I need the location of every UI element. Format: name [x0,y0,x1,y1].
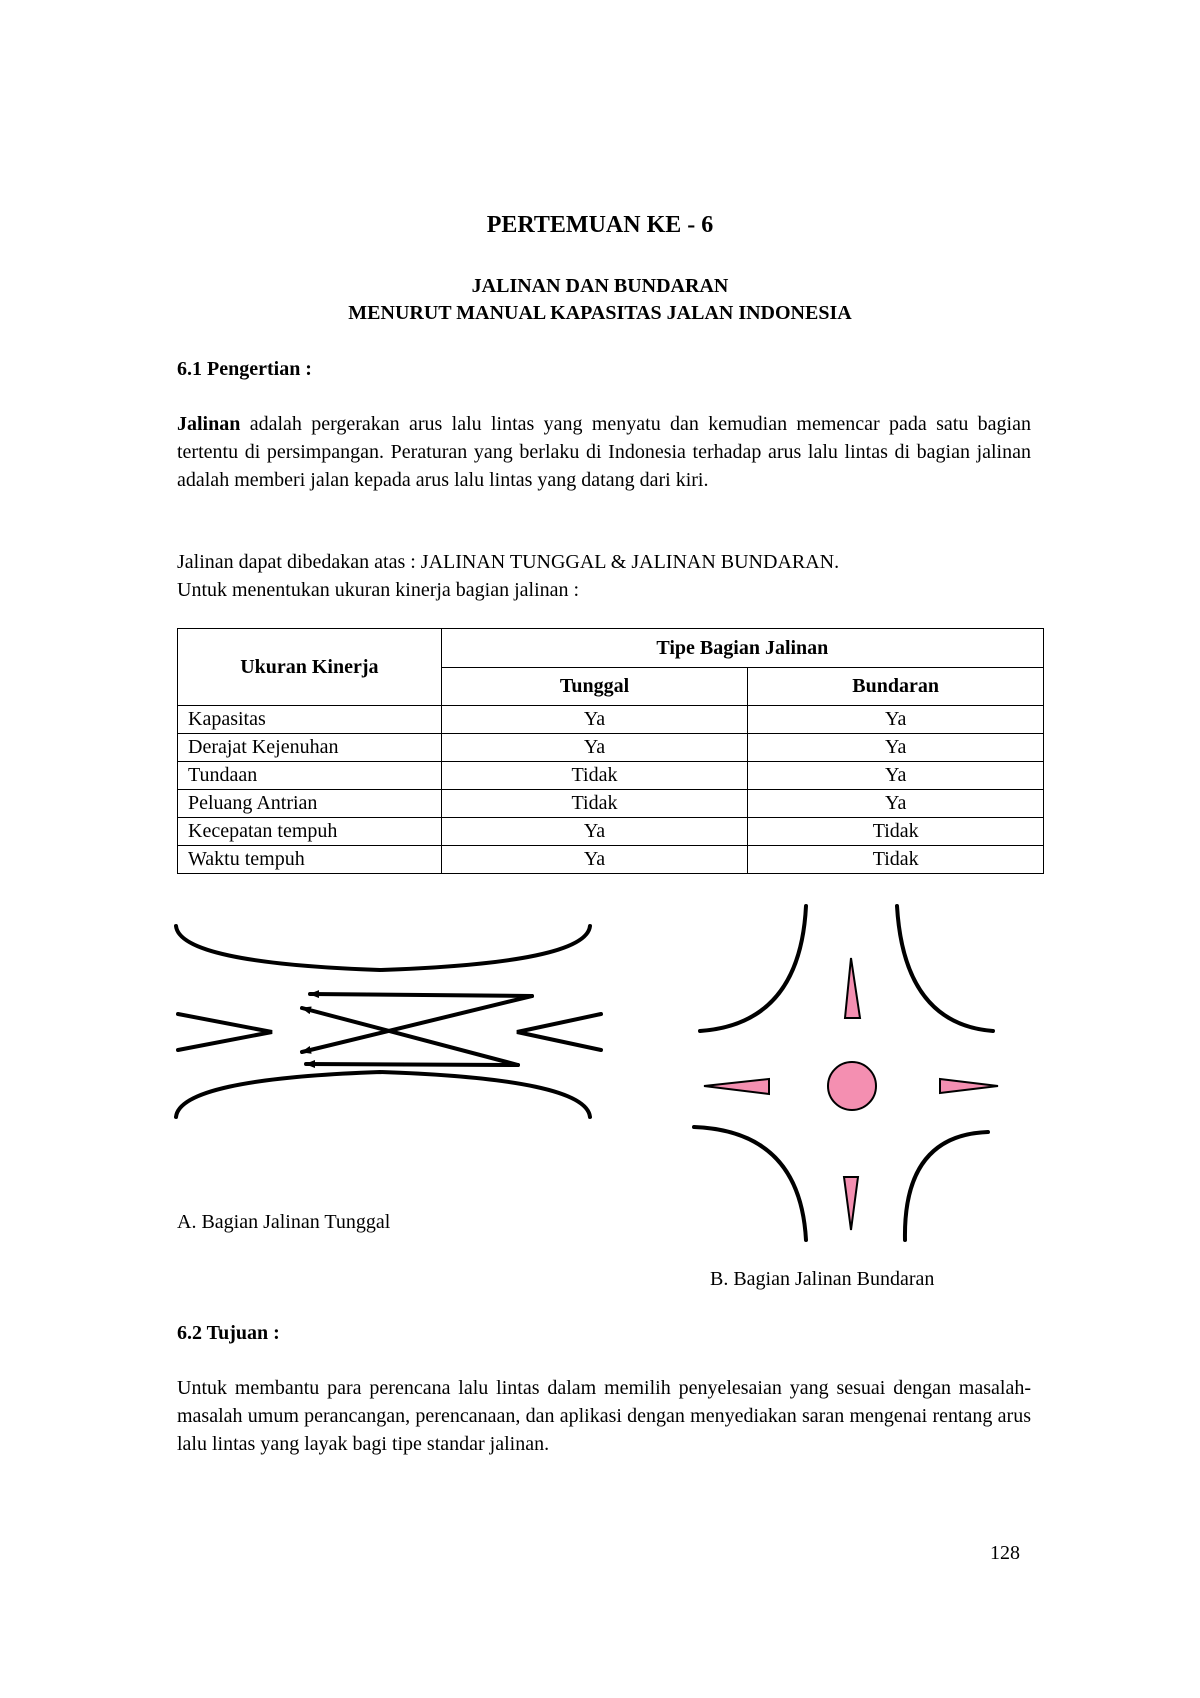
paragraph-types-line-1: Jalinan dapat dibedakan atas : JALINAN TUNGGAL & JALINAN BUNDARAN. [177,551,840,573]
cell-round: Ya [748,734,1044,762]
approach-chevron-right [517,1014,601,1050]
cell-round: Tidak [748,846,1044,874]
cell-measure: Waktu tempuh [178,846,442,874]
cell-single: Tidak [441,790,748,818]
header-measure: Ukuran Kinerja [178,629,442,706]
corner-curb-bottom-left [694,1127,806,1240]
cell-measure: Derajat Kejenuhan [178,734,442,762]
page-number: 128 [990,1542,1020,1564]
road-edge-bottom [176,1072,590,1117]
approach-chevron-left [178,1014,272,1050]
splitter-island-south [844,1177,858,1230]
page-title: PERTEMUAN KE - 6 [486,212,714,238]
cell-round: Ya [748,790,1044,818]
cell-single: Ya [441,846,748,874]
caption-roundabout-weaving: B. Bagian Jalinan Bundaran [710,1268,935,1290]
cell-measure: Peluang Antrian [178,790,442,818]
cell-single: Ya [441,818,748,846]
caption-single-weaving: A. Bagian Jalinan Tunggal [177,1211,391,1233]
corner-curb-top-left [700,906,806,1031]
section-heading-pengertian: 6.1 Pengertian : [177,358,312,380]
header-type-group: Tipe Bagian Jalinan [441,629,1043,668]
weaving-arrow-cross-up [302,996,532,1052]
cell-measure: Kapasitas [178,706,442,734]
definition-text: adalah pergerakan arus lalu lintas yang menyatu dan kemudian memencar pada satu bagian tertentu di persimpangan. Peraturan yang berlaku di Indonesia terhadap arus lalu lintas di bagian jalinan adalah memberi jalan kepada arus lalu lintas yang datang dari kiri. [177,413,1031,491]
weaving-arrow-upper [310,994,532,996]
road-edge-top [176,926,590,970]
splitter-island-north [845,958,860,1018]
cell-round: Tidak [748,818,1044,846]
cell-single: Tidak [441,762,748,790]
cell-round: Ya [748,762,1044,790]
cell-round: Ya [748,706,1044,734]
subtitle-line-2: MENURUT MANUAL KAPASITAS JALAN INDONESIA [348,302,852,324]
splitter-island-west [704,1079,769,1094]
subtitle-line-1: JALINAN DAN BUNDARAN [471,275,729,297]
corner-curb-top-right [897,906,993,1031]
section-heading-tujuan: 6.2 Tujuan : [177,1322,280,1344]
central-island [828,1062,876,1110]
corner-curb-bottom-right [905,1132,988,1240]
cell-measure: Kecepatan tempuh [178,818,442,846]
splitter-island-east [940,1079,998,1093]
header-single: Tunggal [441,668,748,706]
roundabout-diagram [694,906,998,1240]
cell-single: Ya [441,734,748,762]
term-jalinan: Jalinan [177,413,241,435]
paragraph-types-line-2: Untuk menentukan ukuran kinerja bagian jalinan : [177,579,580,601]
single-weaving-diagram [176,926,601,1117]
weaving-arrow-cross-down [302,1008,518,1065]
cell-single: Ya [441,706,748,734]
header-round: Bundaran [748,668,1044,706]
cell-measure: Tundaan [178,762,442,790]
paragraph-purpose: Untuk membantu para perencana lalu lintas dalam memilih penyelesaian yang sesuai dengan masalah-masalah umum perancangan, perencanaan, dan aplikasi dengan menyediakan saran mengenai rentang arus lalu lintas yang layak bagi tipe standar jalinan. [177,1377,1031,1455]
weaving-arrow-lower [306,1064,518,1065]
